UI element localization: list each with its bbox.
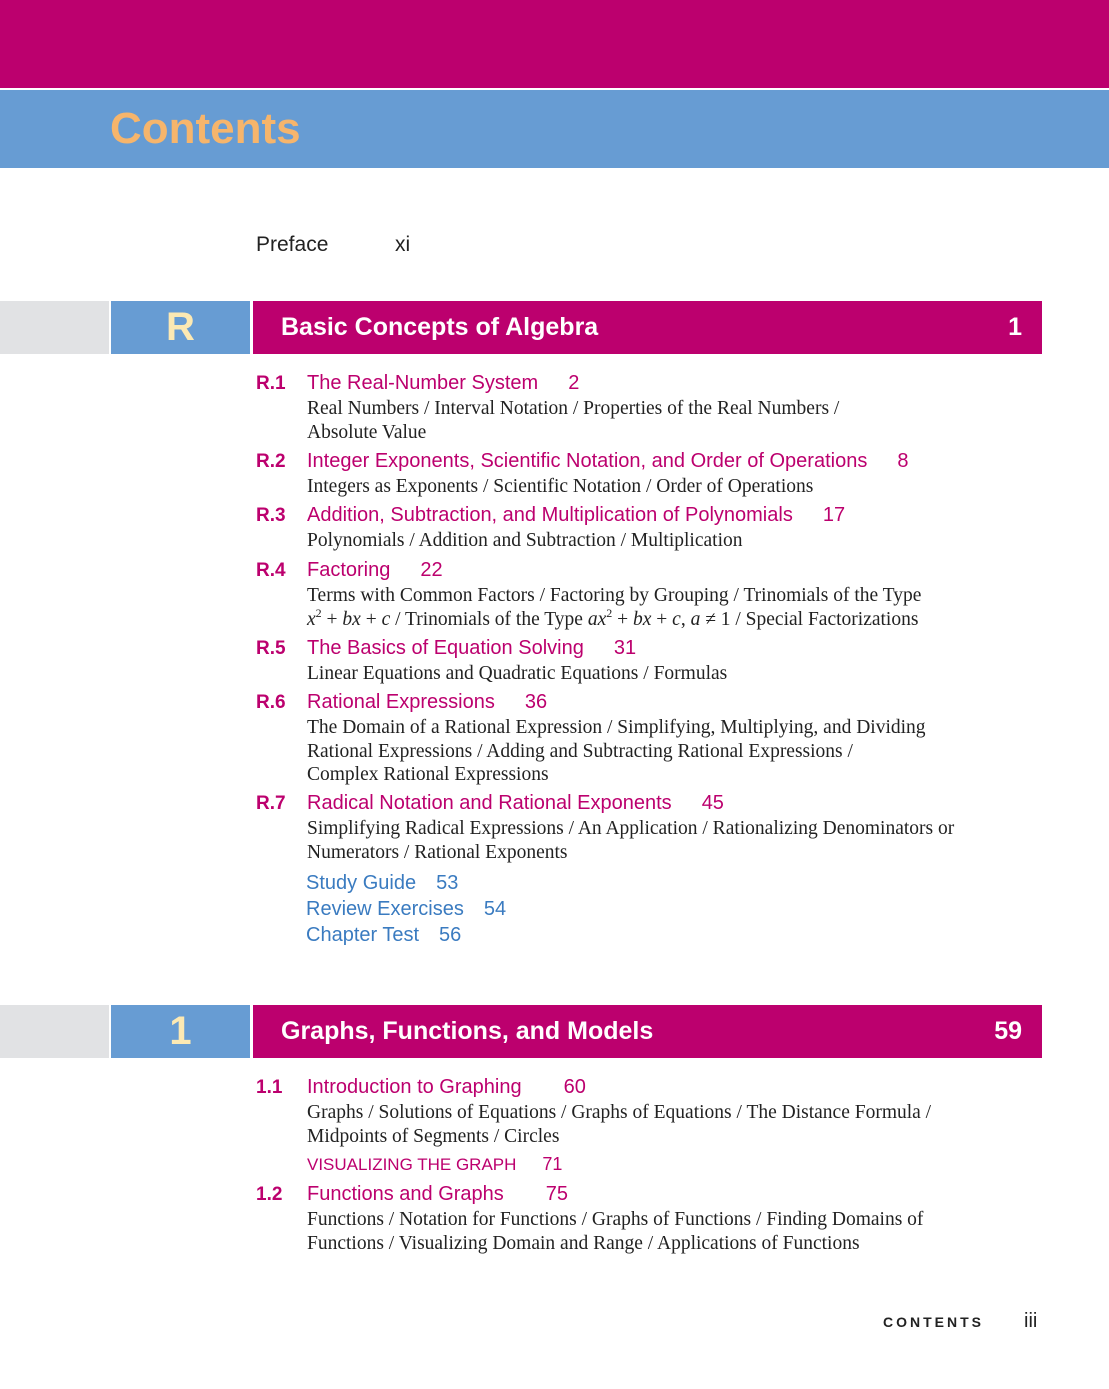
section-number: R.4: [256, 560, 286, 581]
section-title: Factoring: [307, 559, 391, 581]
section-title: Functions and Graphs: [307, 1183, 504, 1205]
section-number: R.5: [256, 638, 286, 659]
preface-page[interactable]: xi: [395, 233, 411, 256]
chapter-title: Basic Concepts of Algebra: [281, 313, 599, 341]
section-heading[interactable]: [256, 557, 1036, 583]
chapter-test-link[interactable]: [306, 922, 506, 948]
section-title: Addition, Subtraction, and Multiplication of Polynomials: [307, 504, 793, 526]
section-page: 45: [701, 792, 724, 814]
section-heading[interactable]: [256, 635, 1036, 661]
section-heading[interactable]: [256, 689, 1036, 715]
section-page: 31: [613, 637, 637, 659]
chapter-1-number: 1: [111, 1005, 250, 1058]
section-title: Integer Exponents, Scientific Notation, and Order of Operations: [307, 450, 868, 472]
chapter-page: 1: [1008, 313, 1022, 341]
review-exercises-link[interactable]: [306, 896, 506, 922]
section-r3: [256, 502, 1036, 553]
section-r7: [256, 790, 1036, 864]
footer-page-number: iii: [1024, 1310, 1038, 1332]
section-r6: [256, 689, 1036, 787]
chapter-r-title-bar[interactable]: [253, 301, 1042, 354]
topics-line: Simplifying Radical Expressions / An Application / Rationalizing Denominators or: [307, 818, 955, 839]
preface-label[interactable]: Preface: [256, 233, 329, 256]
section-page: 2: [568, 372, 580, 394]
study-guide-link[interactable]: [306, 870, 506, 896]
topics-fragment: / Special Factorizations: [735, 608, 919, 630]
extra-page: 56: [439, 924, 462, 946]
topics-line: Rational Expressions / Adding and Subtracting Rational Expressions /: [307, 740, 853, 762]
topics-line: Complex Rational Expressions: [307, 764, 549, 785]
topics-line: Numerators / Rational Exponents: [307, 841, 568, 863]
section-topics: [307, 475, 1036, 499]
section-topics: [307, 1101, 1036, 1148]
topics-line: Polynomials / Addition and Subtraction / Multiplication: [307, 530, 743, 551]
header-top-bar: [0, 0, 1109, 88]
section-r1: [256, 370, 1036, 444]
extra-page: 54: [483, 898, 507, 920]
section-number: R.7: [256, 793, 286, 814]
topics-line: Integers as Exponents / Scientific Notation / Order of Operations: [307, 476, 814, 497]
section-number: R.3: [256, 505, 286, 526]
topics-line: The Domain of a Rational Expression / Simplifying, Multiplying, and Dividing: [307, 717, 926, 738]
feature-page: 71: [542, 1154, 563, 1174]
section-heading[interactable]: [256, 1074, 1036, 1100]
chapter-1-gray-tab: [0, 1005, 109, 1058]
section-number: R.1: [256, 373, 286, 394]
section-topics: [307, 716, 1036, 787]
section-number: 1.2: [256, 1184, 283, 1205]
topics-line-math: $x^2$ + bx + c / Trinomials of the Type $ax^2$ + bx + c, a ≠ 1 / Special Factorizations: [307, 605, 919, 630]
section-page: 75: [545, 1183, 569, 1205]
section-heading[interactable]: [256, 790, 1036, 816]
chapter-title: Graphs, Functions, and Models: [281, 1017, 654, 1045]
extra-label: Chapter Test: [306, 924, 420, 946]
section-title: The Basics of Equation Solving: [307, 637, 584, 659]
section-1-2: [256, 1181, 1036, 1255]
page-title: Contents: [110, 104, 301, 153]
chapter-r-gray-tab: [0, 301, 109, 354]
extra-page: 53: [436, 872, 459, 894]
section-heading[interactable]: [256, 448, 1036, 474]
topics-line: Absolute Value: [307, 421, 427, 443]
section-heading[interactable]: [256, 502, 1036, 528]
section-1-1: [256, 1074, 1036, 1177]
topics-line: Functions / Notation for Functions / Graphs of Functions / Finding Domains of: [307, 1209, 924, 1230]
section-page: 36: [524, 691, 548, 713]
topics-line: Graphs / Solutions of Equations / Graphs of Equations / The Distance Formula /: [307, 1102, 932, 1123]
chapter-r-extras: [306, 870, 506, 948]
feature-label: VISUALIZING THE GRAPH: [307, 1155, 517, 1174]
section-page: 22: [420, 559, 443, 581]
footer-label: CONTENTS: [883, 1314, 984, 1330]
section-page: 60: [563, 1076, 586, 1098]
section-heading[interactable]: [256, 370, 1036, 396]
topics-line: Midpoints of Segments / Circles: [307, 1125, 560, 1147]
section-topics: [307, 1208, 1036, 1255]
topics-fragment: / Trinomials of the Type: [395, 608, 583, 630]
section-topics: [307, 662, 1036, 686]
visualizing-the-graph-link[interactable]: [307, 1151, 1036, 1177]
section-title: Introduction to Graphing: [307, 1076, 522, 1098]
topics-line: Real Numbers / Interval Notation / Properties of the Real Numbers /: [307, 398, 840, 419]
section-title: Radical Notation and Rational Exponents: [307, 792, 672, 814]
section-r2: [256, 448, 1036, 499]
section-topics: [307, 529, 1036, 553]
chapter-r-number: R: [111, 301, 250, 354]
section-number: R.2: [256, 451, 286, 472]
section-topics: [307, 584, 1036, 631]
section-r5: [256, 635, 1036, 686]
chapter-1-title-bar[interactable]: [253, 1005, 1042, 1058]
topics-line: Linear Equations and Quadratic Equations / Formulas: [307, 663, 728, 684]
section-title: Rational Expressions: [307, 691, 495, 713]
section-topics: [307, 397, 1036, 444]
chapter-page: 59: [994, 1017, 1022, 1045]
section-heading[interactable]: [256, 1181, 1036, 1207]
extra-label: Study Guide: [306, 872, 417, 894]
extra-label: Review Exercises: [306, 898, 464, 920]
section-topics: [307, 817, 1036, 864]
section-title: The Real-Number System: [307, 372, 539, 394]
section-page: 17: [822, 504, 846, 526]
topics-line: Terms with Common Factors / Factoring by Grouping / Trinomials of the Type: [307, 585, 922, 606]
topics-line: Functions / Visualizing Domain and Range / Applications of Functions: [307, 1232, 860, 1254]
section-page: 8: [897, 450, 909, 472]
section-number: R.6: [256, 692, 286, 713]
section-r4: [256, 557, 1036, 631]
section-number: 1.1: [256, 1077, 283, 1098]
